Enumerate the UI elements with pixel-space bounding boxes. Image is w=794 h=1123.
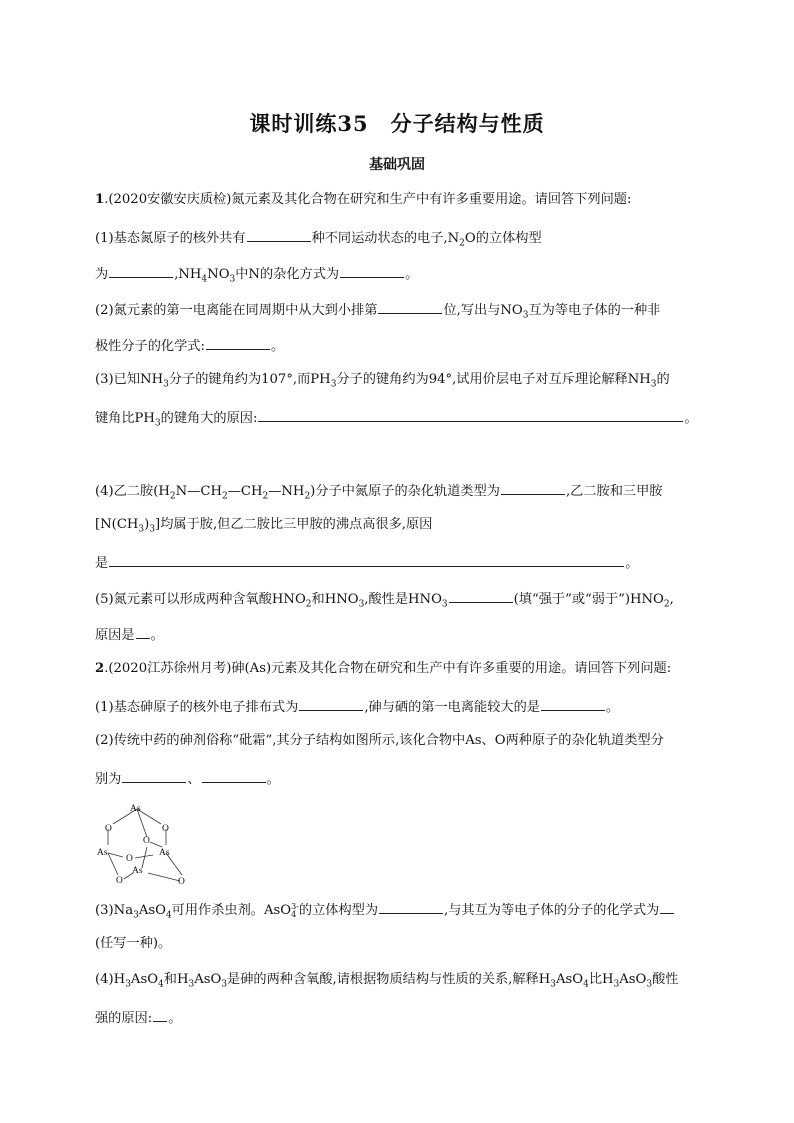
answer-blank[interactable] [109, 552, 624, 567]
o-atom-label: O [116, 876, 123, 886]
answer-blank[interactable] [136, 624, 150, 639]
q1-part4-line3: 是 。 [95, 552, 638, 573]
q2-stem: 2.(2020江苏徐州月考)砷(As)元素及其化合物在研究和生产中有许多重要的用途。请回答下列问题: [95, 661, 672, 676]
q1-part5-line1: (5)氮元素可以形成两种含氧酸$HNO_2$和$HNO_3$,酸性是$HNO_3$ (填“强于”或“弱于$”)HNO_2$, [95, 588, 674, 609]
answer-blank[interactable] [206, 335, 270, 350]
q2-part4-line2: 强的原因: 。 [95, 1007, 181, 1028]
q2-part3-line1: $(3)Na_3AsO_4$可用作杀虫剂。AsO 3- 4 的立体构型为 ,与其互为等电子体的分子的化学式为 [95, 899, 675, 920]
arsenic-trioxide-structure-diagram [90, 795, 200, 890]
as-atom-label: As [132, 866, 143, 876]
as-atom-label: As [159, 848, 170, 858]
as-atom-label: As [130, 804, 141, 814]
q2-part4-line1: $(4)H_3AsO_4$和$H_3AsO_3$是砷的两种含氧酸,请根据物质结构与性质的关系,解释$H_3AsO_4$比$H_3AsO_3$酸性 [95, 972, 679, 990]
page-title: 课时训练35 分子结构与性质 [249, 111, 545, 136]
answer-blank[interactable] [378, 299, 442, 314]
answer-blank[interactable] [660, 899, 674, 914]
q1-part3-line1: (3)已知$NH_3$分子的键角约为107°,而$PH_3$分子的键角约为94°,试用价层电子对互斥理论解释$NH_3$的 [95, 372, 670, 390]
q1-part1-line1: (1)基态氮原子的核外共有 种不同运动状态的电子$,N_2O$的立体构型 [95, 227, 542, 248]
section-heading: 基础巩固 [369, 157, 425, 173]
answer-blank[interactable] [541, 696, 605, 711]
q1-part2-line2: 极性分子的化学式: 。 [95, 335, 284, 356]
answer-blank[interactable] [501, 480, 565, 495]
answer-blank[interactable] [379, 899, 443, 914]
answer-blank[interactable] [299, 696, 363, 711]
answer-blank[interactable] [122, 768, 186, 783]
q2-part2-line2: 别为 、 。 [95, 768, 280, 789]
o-atom-label: O [143, 836, 150, 846]
q1-part4-line1: (4)乙二胺$(H_2N—CH_2—CH_2—NH_2)$分子中氮原子的杂化轨道类型为 ,乙二胺和三甲胺 [95, 480, 662, 501]
answer-blank[interactable] [202, 768, 266, 783]
q1-part4-line2: $[N(CH_3)_3]$均属于胺,但乙二胺比三甲胺的沸点高很多,原因 [95, 517, 433, 535]
answer-blank[interactable] [109, 263, 173, 278]
answer-blank[interactable] [153, 1007, 167, 1022]
q1-part5-line2: 原因是 。 [95, 624, 164, 645]
q2-part3-line2: (任写一种)。 [95, 936, 172, 951]
o-atom-label: O [162, 824, 169, 834]
answer-blank[interactable] [449, 588, 513, 603]
q1-stem: 1.(2020安徽安庆质检)氮元素及其化合物在研究和生产中有许多重要用途。请回答下列问题: [95, 192, 632, 207]
q1-part2-line1: (2)氮元素的第一电离能在同周期中从大到小排第 位,写出与$NO_3$互为等电子体的一种非 [95, 299, 660, 320]
q1-part3-line2: 键角比$PH_3$的键角大的原因: 。 [95, 407, 698, 428]
answer-blank[interactable] [247, 227, 311, 242]
answer-blank[interactable] [258, 407, 683, 422]
o-atom-label: O [105, 824, 112, 834]
q1-part1-line2: 为 $,NH_4NO_3$中N的杂化方式为 。 [95, 263, 418, 284]
o-atom-label: O [178, 877, 185, 887]
answer-blank[interactable] [340, 263, 404, 278]
q2-part1: (1)基态砷原子的核外电子排布式为 ,砷与硒的第一电离能较大的是 。 [95, 696, 619, 717]
o-atom-label: O [126, 854, 133, 864]
as-atom-label: As [97, 848, 108, 858]
q2-part2-line1: (2)传统中药的砷剂俗称“砒霜”,其分子结构如图所示,该化合物中As、O两种原子的杂化轨道类型分 [95, 733, 664, 748]
